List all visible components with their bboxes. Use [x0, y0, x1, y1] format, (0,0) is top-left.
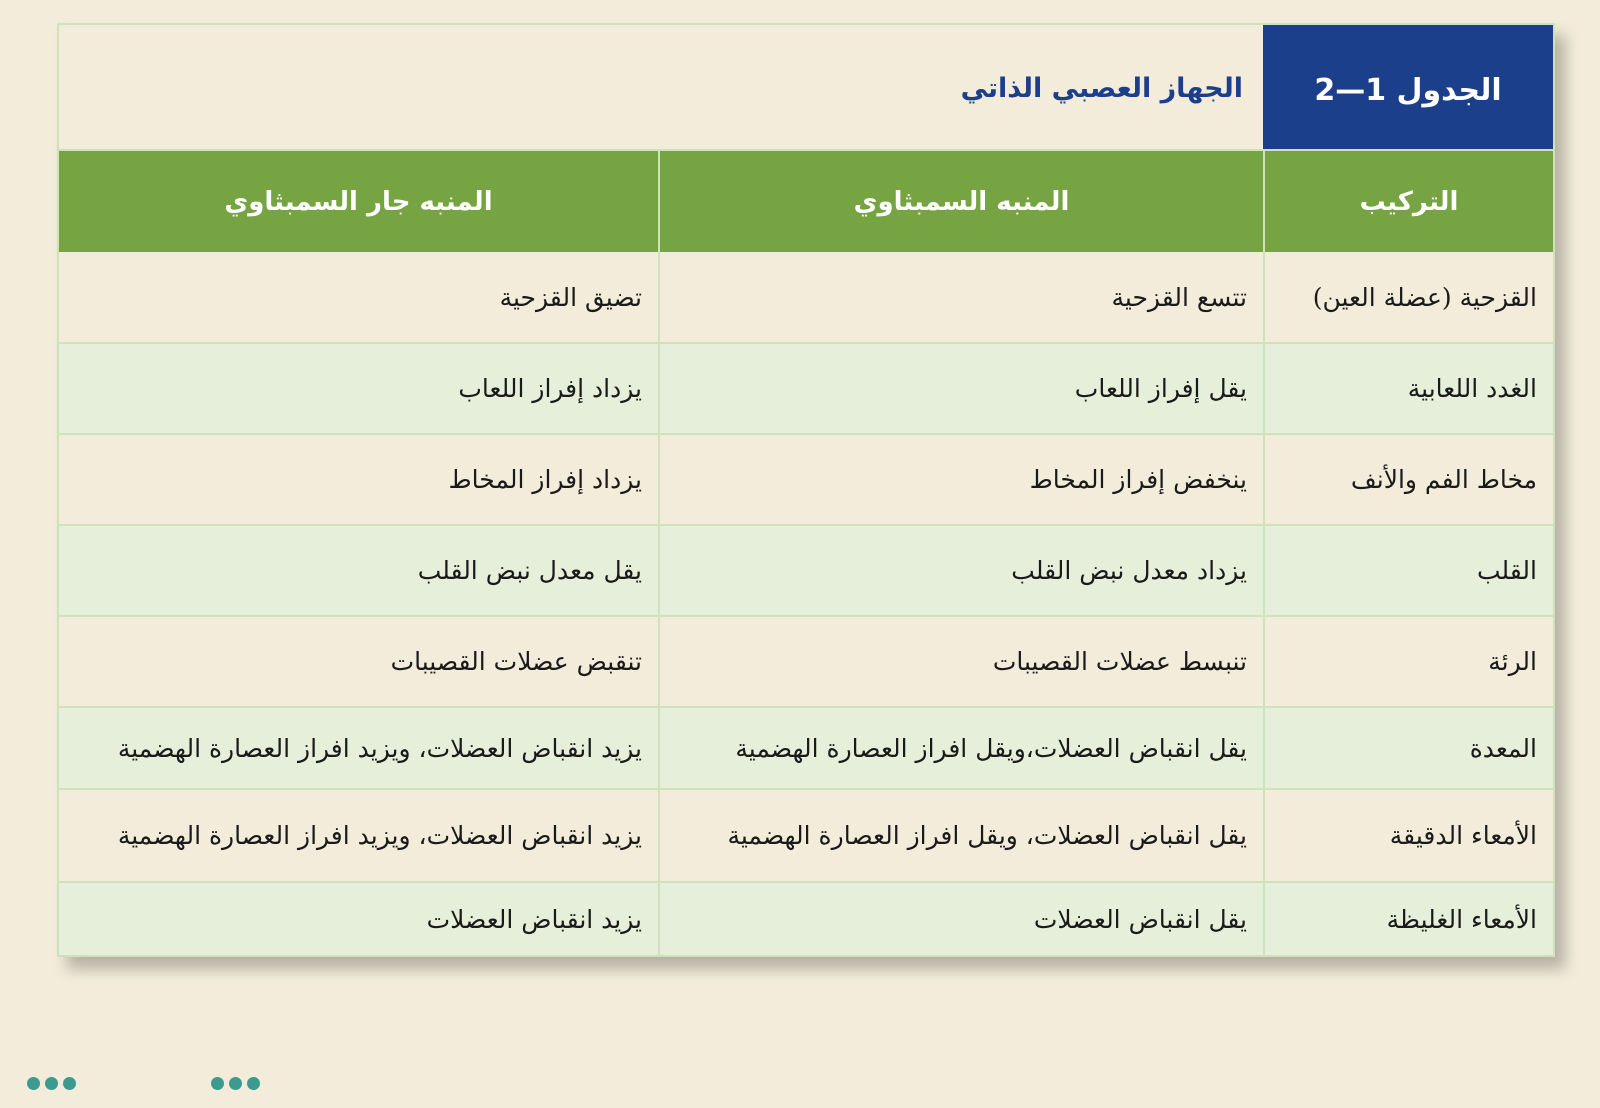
- dots-decoration-icon: [27, 1077, 76, 1108]
- parasympathetic-cell: يزيد انقباض العضلات، ويزيد افراز العصارة الهضمية: [117, 733, 642, 763]
- sympathetic-cell: ينخفض إفراز المخاط: [658, 435, 1263, 524]
- structure-cell: الرئة: [1263, 617, 1553, 706]
- table-header-row: [59, 151, 1553, 252]
- structure-cell: المعدة: [1263, 708, 1553, 788]
- structure-cell: الغدد اللعابية: [1263, 344, 1553, 433]
- sympathetic-cell: يقل إفراز اللعاب: [658, 344, 1263, 433]
- parasympathetic-cell: يقل معدل نبض القلب: [417, 556, 642, 585]
- table-row: [59, 883, 1553, 955]
- sympathetic-cell: يزداد معدل نبض القلب: [658, 526, 1263, 615]
- structure-cell: القزحية (عضلة العين): [1263, 252, 1553, 342]
- parasympathetic-cell: يزداد إفراز اللعاب: [458, 374, 642, 403]
- parasympathetic-cell: تضيق القزحية: [499, 282, 642, 312]
- dot-icon: [45, 1077, 58, 1090]
- sympathetic-cell: تنبسط عضلات القصيبات: [658, 617, 1263, 706]
- sympathetic-cell: تتسع القزحية: [658, 252, 1263, 342]
- sympathetic-cell: يقل انقباض العضلات،ويقل افراز العصارة الهضمية: [658, 708, 1263, 788]
- structure-cell: الأمعاء الدقيقة: [1263, 790, 1553, 881]
- dot-icon: [211, 1077, 224, 1090]
- structure-cell: الأمعاء الغليظة: [1263, 883, 1553, 955]
- table-title: الجهاز العصبي الذاتي: [960, 72, 1243, 104]
- table-row: [59, 617, 1553, 708]
- parasympathetic-cell: يزداد إفراز المخاط: [448, 465, 642, 494]
- parasympathetic-cell: تنقبض عضلات القصيبات: [390, 647, 642, 676]
- sympathetic-cell: يقل انقباض العضلات: [658, 883, 1263, 955]
- dot-icon: [229, 1077, 242, 1090]
- table-row: [59, 252, 1553, 344]
- structure-cell: مخاط الفم والأنف: [1263, 435, 1553, 524]
- dot-icon: [27, 1077, 40, 1090]
- table-number-label: الجدول 1—2: [1263, 25, 1553, 149]
- table-row: [59, 708, 1553, 790]
- dot-icon: [63, 1077, 76, 1090]
- header-structure: التركيب: [1263, 151, 1553, 252]
- table-row: [59, 526, 1553, 617]
- table-row: [59, 790, 1553, 883]
- header-parasympathetic: المنبه جار السمبثاوي: [224, 186, 493, 217]
- structure-cell: القلب: [1263, 526, 1553, 615]
- header-sympathetic: المنبه السمبثاوي: [658, 151, 1263, 252]
- table-row: [59, 344, 1553, 435]
- autonomic-nervous-system-table: [57, 23, 1555, 957]
- dot-icon: [247, 1077, 260, 1090]
- dots-decoration-icon: [211, 1077, 260, 1108]
- sympathetic-cell: يقل انقباض العضلات، ويقل افراز العصارة الهضمية: [658, 790, 1263, 881]
- parasympathetic-cell: يزيد انقباض العضلات: [426, 904, 642, 934]
- parasympathetic-cell: يزيد انقباض العضلات، ويزيد افراز العصارة الهضمية: [117, 821, 642, 850]
- table-row: [59, 435, 1553, 526]
- table-title-row: [59, 25, 1553, 151]
